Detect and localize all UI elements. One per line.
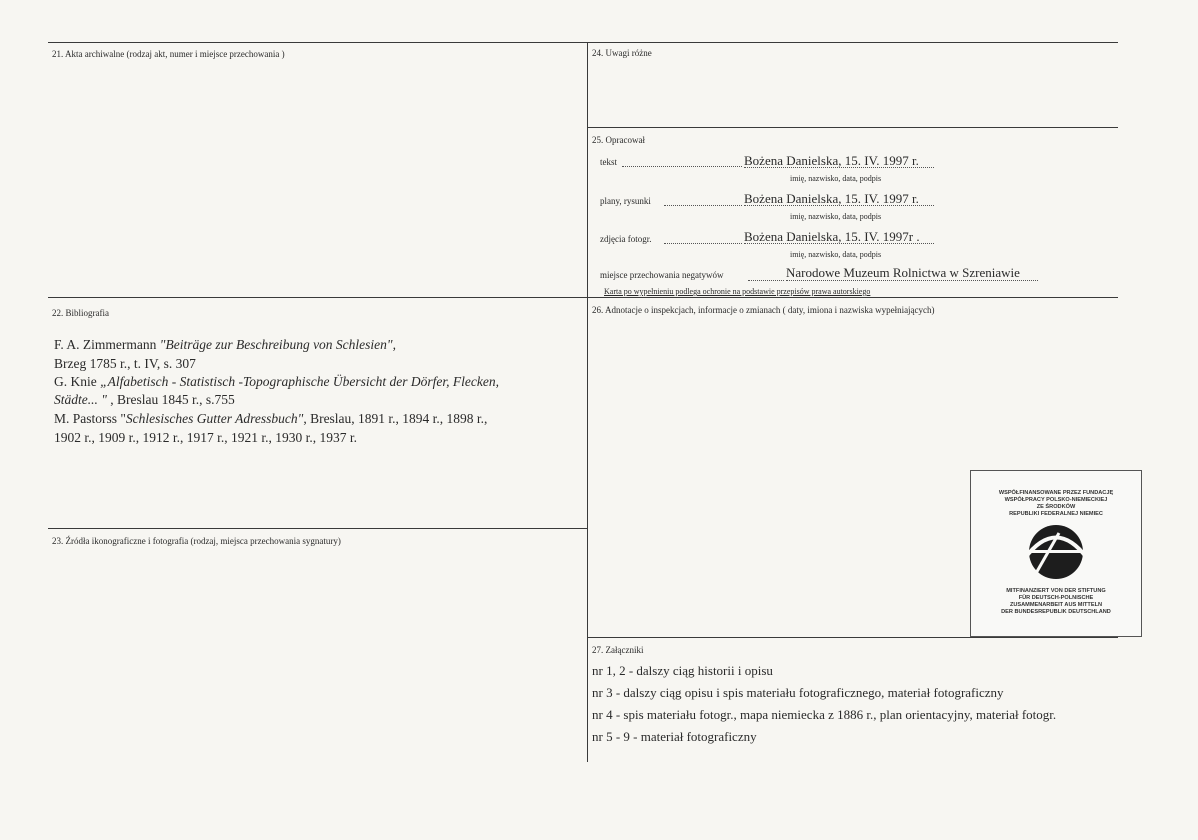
- negatives-value-dots: [786, 280, 1038, 281]
- row-plany-key: plany, rysunki: [600, 196, 651, 206]
- rule-26-27: [587, 637, 1118, 638]
- stamp-bottom-text: MITFINANZIERT VON DER STIFTUNG FÜR DEUTSCH-POLNISCHE ZUSAMMENARBEIT AUS MITTELN DER BUNDESREPUBLIK DEUTSCHLAND: [1001, 588, 1111, 615]
- bib-line: G. Knie „Alfabetisch - Statistisch -Topographische Übersicht der Dörfer, Flecken,: [54, 374, 499, 389]
- bib-line: M. Pastorss "Schlesisches Gutter Adressbuch", Breslau, 1891 r., 1894 r., 1898 r.,: [54, 411, 488, 426]
- stamp-top-text: WSPÓŁFINANSOWANE PRZEZ FUNDACJĘ WSPÓŁPRACY POLSKO-NIEMIECKIEJ ZE ŚRODKÓW REPUBLIKI FEDERALNEJ NIEMIEC: [998, 490, 1114, 517]
- row-tekst-value-dots: [744, 167, 934, 168]
- center-divider: [587, 42, 588, 762]
- funding-stamp: [970, 470, 1142, 637]
- section-23-label: 23. Źródła ikonograficzne i fotografia (rodzaj, miejsca przechowania sygnatury): [52, 536, 341, 546]
- section-22-label: 22. Bibliografia: [52, 308, 109, 318]
- section-24-label: 24. Uwagi różne: [592, 48, 652, 58]
- rule-21-22: [48, 297, 1118, 298]
- negatives-key: miejsce przechowania negatywów: [600, 270, 724, 280]
- rule-22-23: [48, 528, 587, 529]
- bib-line: Städte... " , Breslau 1845 r., s.755: [54, 392, 235, 407]
- bridge-arc-logo-icon: [1021, 523, 1091, 581]
- row-zdjecia-value: Bożena Danielska, 15. IV. 1997r .: [744, 229, 920, 244]
- negatives-value: Narodowe Muzeum Rolnictwa w Szreniawie: [786, 265, 1020, 280]
- row-plany-dots: [664, 205, 742, 206]
- row-tekst-dots: [622, 166, 742, 167]
- copyright-note: Karta po wypełnieniu podlega ochronie na podstawie przepisów prawa autorskiego: [604, 287, 871, 296]
- row-tekst-value: Bożena Danielska, 15. IV. 1997 r.: [744, 153, 919, 168]
- section-26-label: 26. Adnotacje o inspekcjach, informacje o zmianach ( daty, imiona i nazwiska wypełniających): [592, 305, 935, 315]
- row-zdjecia-dots: [664, 243, 742, 244]
- rule-24-25: [587, 127, 1118, 128]
- row-plany-sub: imię, nazwisko, data, podpis: [790, 212, 882, 221]
- attachment-item: nr 4 - spis materiału fotogr., mapa niemiecka z 1886 r., plan orientacyjny, materiał fotogr.: [592, 707, 1057, 722]
- bib-line: Brzeg 1785 r., t. IV, s. 307: [54, 356, 196, 371]
- negatives-dots: [748, 280, 784, 281]
- bib-line: F. A. Zimmermann "Beiträge zur Beschreibung von Schlesien",: [54, 337, 396, 352]
- section-27-label: 27. Załączniki: [592, 645, 644, 655]
- attachment-item: nr 1, 2 - dalszy ciąg historii i opisu: [592, 663, 773, 678]
- row-plany-value-dots: [744, 205, 934, 206]
- row-zdjecia-sub: imię, nazwisko, data, podpis: [790, 250, 882, 259]
- top-rule: [48, 42, 1118, 43]
- row-zdjecia-key: zdjęcia fotogr.: [600, 234, 652, 244]
- bib-line: 1902 r., 1909 r., 1912 r., 1917 r., 1921 r., 1930 r., 1937 r.: [54, 430, 358, 445]
- section-21-label: 21. Akta archiwalne (rodzaj akt, numer i miejsce przechowania ): [52, 49, 285, 59]
- row-tekst-key: tekst: [600, 157, 617, 167]
- attachment-item: nr 5 - 9 - materiał fotograficzny: [592, 729, 757, 744]
- row-zdjecia-value-dots: [744, 243, 934, 244]
- section-25-label: 25. Opracował: [592, 135, 645, 145]
- attachment-item: nr 3 - dalszy ciąg opisu i spis materiału fotograficznego, materiał fotograficzny: [592, 685, 1004, 700]
- row-plany-value: Bożena Danielska, 15. IV. 1997 r.: [744, 191, 919, 206]
- row-tekst-sub: imię, nazwisko, data, podpis: [790, 174, 882, 183]
